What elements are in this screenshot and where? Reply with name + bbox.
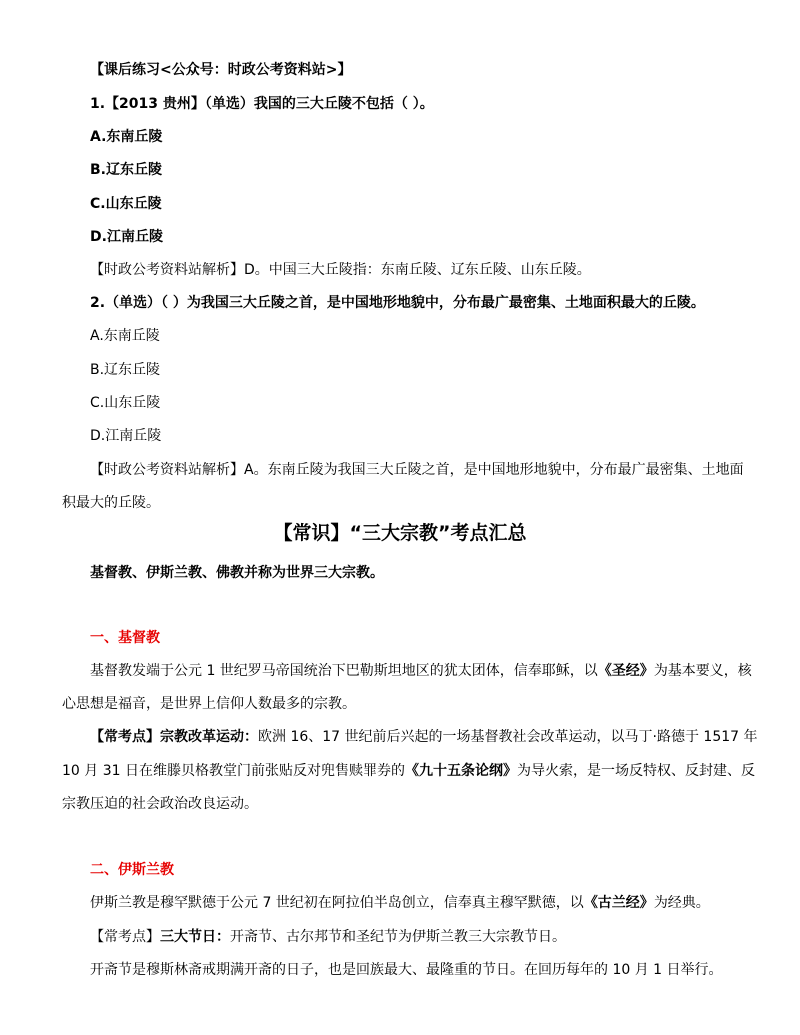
christianity-paragraph-line2: 心思想是福音，是世界上信仰人数最多的宗教。 xyxy=(62,696,356,712)
christianity-text-a: 基督教发端于公元 1 世纪罗马帝国统治下巴勒斯坦地区的犹太团体，信奉耶稣，以 xyxy=(90,663,598,679)
reformation-text-c: 为导火索，是一场反特权、反封建、反 xyxy=(516,763,755,779)
q1-stem: 1.【2013 贵州】（单选）我国的三大丘陵不包括（ ）。 xyxy=(90,96,434,112)
festivals-label: 三大节日： xyxy=(160,929,230,945)
q2-analysis-line1: 【时政公考资料站解析】A。东南丘陵为我国三大丘陵之首，是中国地形地貌中，分布最广最密集、土地面 xyxy=(90,462,744,478)
section-intro: 基督教、伊斯兰教、佛教并称为世界三大宗教。 xyxy=(90,565,384,581)
reformation-line3: 宗教压迫的社会政治改良运动。 xyxy=(62,796,258,812)
festivals-prefix: 【常考点】 xyxy=(90,929,160,945)
ninety-five-theses-title: 《九十五条论纲》 xyxy=(404,763,517,779)
q2-analysis-line2: 积最大的丘陵。 xyxy=(62,495,160,511)
q1-option-a: A.东南丘陵 xyxy=(90,129,163,145)
q1-option-d: D.江南丘陵 xyxy=(90,229,163,245)
section-title: 【常识】“三大宗教”考点汇总 xyxy=(273,522,527,544)
christianity-heading: 一、基督教 xyxy=(90,630,160,646)
islam-paragraph xyxy=(90,893,710,913)
reformation-label: 【常考点】宗教改革运动： xyxy=(90,729,258,745)
eid-paragraph: 开斋节是穆斯林斋戒期满开斋的日子，也是回族最大、最隆重的节日。在回历每年的 10 月 1 日举行。 xyxy=(90,962,723,978)
reformation-line2 xyxy=(62,761,755,781)
islam-text-b: 为经典。 xyxy=(653,895,710,911)
q2-option-b: B.辽东丘陵 xyxy=(90,362,161,378)
christianity-text-b: 为基本要义，核 xyxy=(653,663,752,679)
q2-option-c: C.山东丘陵 xyxy=(90,395,161,411)
islam-heading: 二、伊斯兰教 xyxy=(90,862,174,878)
reformation-text-a: 欧洲 16、17 世纪前后兴起的一场基督教社会改革运动，以马丁·路德于 1517 年 xyxy=(258,729,758,745)
q1-option-b: B.辽东丘陵 xyxy=(90,162,162,178)
bible-title: 《圣经》 xyxy=(597,663,654,679)
islam-text-a: 伊斯兰教是穆罕默德于公元 7 世纪初在阿拉伯半岛创立，信奉真主穆罕默德，以 xyxy=(90,895,584,911)
q2-option-d: D.江南丘陵 xyxy=(90,428,162,444)
q2-stem: 2.（单选）（ ）为我国三大丘陵之首，是中国地形地貌中，分布最广最密集、土地面积最大的丘陵。 xyxy=(90,295,705,311)
practice-header: 【课后练习<公众号：时政公考资料站>】 xyxy=(90,62,352,78)
christianity-paragraph-line1 xyxy=(90,661,752,681)
reformation-text-b: 10 月 31 日在维滕贝格教堂门前张贴反对兜售赎罪券的 xyxy=(62,763,405,779)
q1-analysis: 【时政公考资料站解析】D。中国三大丘陵指：东南丘陵、辽东丘陵、山东丘陵。 xyxy=(90,262,591,278)
quran-title: 《古兰经》 xyxy=(583,895,654,911)
q1-option-c: C.山东丘陵 xyxy=(90,196,162,212)
q2-option-a: A.东南丘陵 xyxy=(90,328,160,344)
festivals-text: 开斋节、古尔邦节和圣纪节为伊斯兰教三大宗教节日。 xyxy=(230,929,566,945)
reformation-line1 xyxy=(90,727,758,747)
islam-festivals xyxy=(90,927,566,947)
